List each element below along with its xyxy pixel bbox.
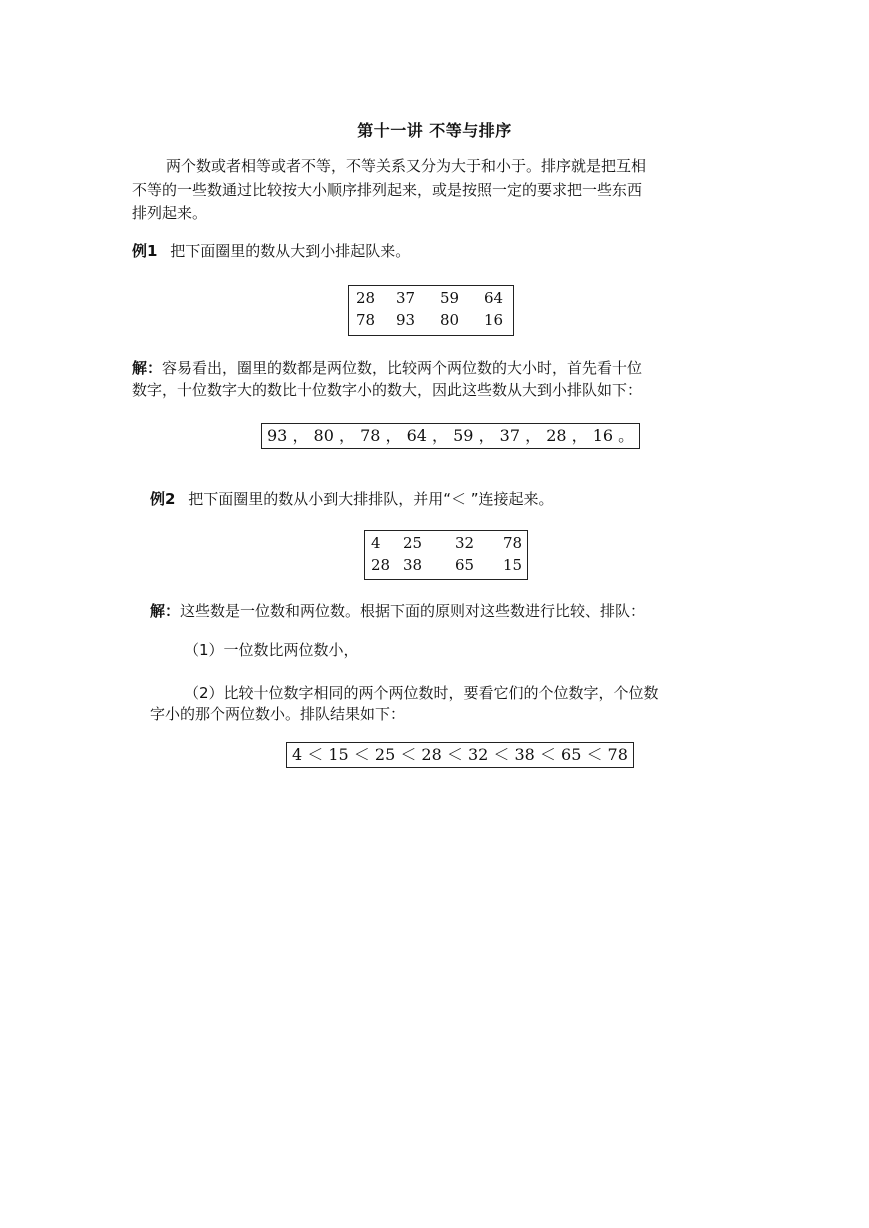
- example2-cell: 15: [503, 556, 523, 574]
- example2-answer-box: 4 ＜ 15 ＜ 25 ＜ 28 ＜ 32 ＜ 38 ＜ 65 ＜ 78: [286, 742, 634, 768]
- example1-answer-box: 93 ， 80 ， 78 ， 64 ， 59 ， 37 ， 28 ， 16 。: [261, 423, 640, 449]
- example2-solution-line-1: [150, 601, 645, 621]
- example1-cell: 59: [440, 289, 460, 307]
- example2-rule-1: （1）一位数比两位数小，: [184, 641, 359, 659]
- example1-solution-line-1: [132, 358, 642, 378]
- example2-label: 例2: [150, 490, 176, 508]
- example1-solution-label: 解：: [132, 359, 163, 377]
- example1-heading: [132, 241, 410, 261]
- example2-number-box: [364, 530, 528, 580]
- example2-cell: 38: [403, 556, 423, 574]
- example2-rule-2-line-1: （2）比较十位数字相同的两个两位数时，要看它们的个位数字，个位数: [184, 684, 659, 702]
- example2-cell: 32: [455, 534, 475, 552]
- example2-cell: 4: [371, 534, 381, 552]
- example1-cell: 37: [396, 289, 416, 307]
- example1-cell: 78: [356, 311, 376, 329]
- example1-cell: 64: [484, 289, 504, 307]
- example1-label: 例1: [132, 242, 158, 260]
- example1-solution-line-2: 数字，十位数字大的数比十位数字小的数大，因此这些数从大到小排队如下：: [132, 381, 643, 399]
- example2-cell: 28: [371, 556, 391, 574]
- example1-cell: 93: [396, 311, 416, 329]
- intro-line-1: 两个数或者相等或者不等，不等关系又分为大于和小于。排序就是把互相: [166, 157, 647, 175]
- example1-number-grid: [356, 289, 514, 329]
- example2-cell: 25: [403, 534, 423, 552]
- example1-cell: 28: [356, 289, 376, 307]
- example2-solution-label: 解：: [150, 602, 181, 620]
- example1-cell: 16: [484, 311, 504, 329]
- example1-prompt: 把下面圈里的数从大到小排起队来。: [170, 242, 411, 260]
- example2-solution-text: 这些数是一位数和两位数。根据下面的原则对这些数进行比较、排队：: [180, 602, 646, 620]
- intro-line-3: 排列起来。: [132, 204, 208, 222]
- example2-rule-2-line-2: 字小的那个两位数小。排队结果如下：: [150, 705, 406, 723]
- example2-cell: 78: [503, 534, 523, 552]
- example2-number-grid: [371, 534, 529, 574]
- example1-cell: 80: [440, 311, 460, 329]
- example2-cell: 65: [455, 556, 475, 574]
- page-title: 第十一讲 不等与排序: [357, 121, 512, 140]
- example1-number-box: [348, 285, 514, 336]
- example2-heading: [150, 489, 554, 509]
- example2-prompt: 把下面圈里的数从小到大排排队，并用“＜ ”连接起来。: [188, 490, 554, 508]
- intro-line-2: 不等的一些数通过比较按大小顺序排列起来，或是按照一定的要求把一些东西: [132, 181, 643, 199]
- example1-solution-text: 容易看出，圈里的数都是两位数，比较两个两位数的大小时，首先看十位: [162, 359, 643, 377]
